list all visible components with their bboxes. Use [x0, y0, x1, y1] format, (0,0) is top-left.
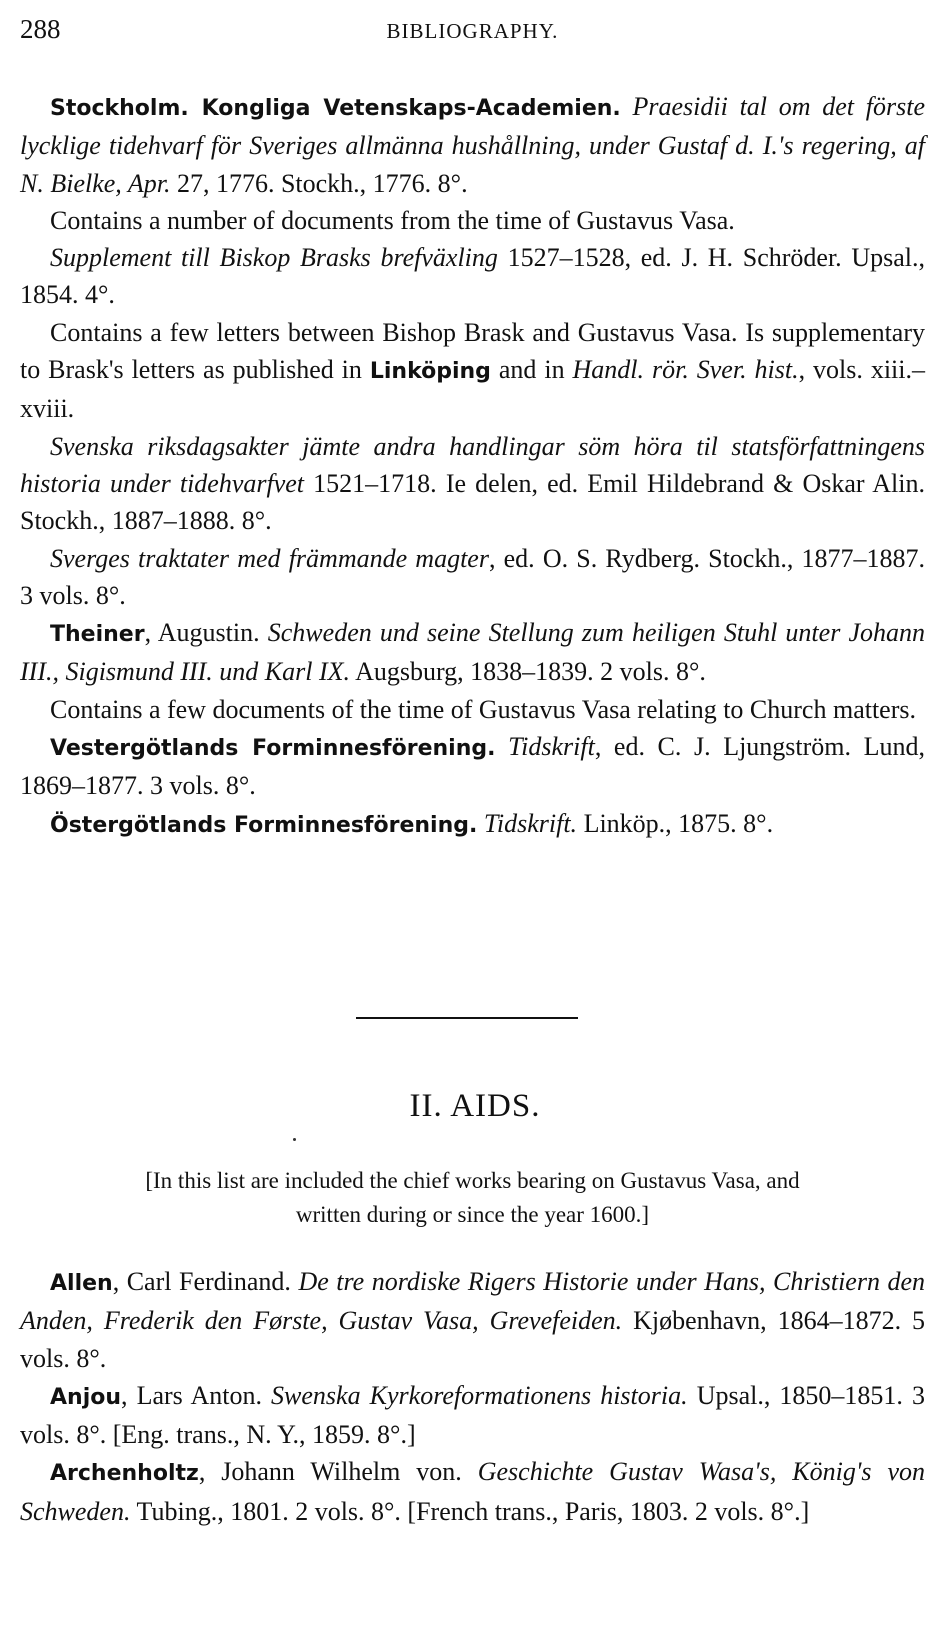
bibliography-entries — [20, 88, 925, 844]
running-title: BIBLIOGRAPHY. — [386, 19, 559, 43]
section-divider — [356, 1017, 578, 1019]
entry-allen: Allen, Carl Ferdinand. De tre nordiske Rigers Historie under Hans, Christiern den Anden, Frederik den Første, Gustav Vasa, Grevefeiden. Kjøbenhavn, 1864–1872. 5 vols. 8°. — [20, 1267, 926, 1373]
entry-archenholtz: Archenholtz, Johann Wilhelm von. Geschichte Gustav Wasa's, König's von Schweden. Tubing., 1801. 2 vols. 8°. [French trans., Paris, 1803. 2 vols. 8°.] — [20, 1457, 926, 1526]
entry-brask-supplement: Supplement till Biskop Brasks brefväxling 1527–1528, ed. J. H. Schröder. Upsal., 1854. 4°. — [20, 243, 925, 310]
entry-annotation: Contains a number of documents from the time of Gustavus Vasa. — [50, 205, 735, 235]
entry-annotation: Contains a few letters between Bishop Brask and Gustavus Vasa. Is supplementary to Brask's letters as published in Linköping and in Handl. rör. Sver. hist., vols. xiii.–xviii. — [20, 317, 925, 424]
entry-annotation: Contains a few documents of the time of Gustavus Vasa relating to Church matters. — [50, 694, 916, 724]
page-number: 288 — [20, 14, 61, 44]
entry-vestergotlands: Vestergötlands Forminnesförening. Tidskrift, ed. C. J. Ljungström. Lund, 1869–1877. 3 vols. 8°. — [20, 732, 926, 801]
aids-entries — [20, 1263, 925, 1530]
entry-stockholm-academy: Stockholm. Kongliga Vetenskaps-Academien. Praesidii tal om det förste lycklige tidehvarf för Sveriges allmänna hushållning, under Gustaf d. I.'s regering, af N. Bielke, Apr. 27, 1776. Stockh., 1776. 8°. — [20, 92, 925, 198]
page-header — [20, 14, 925, 54]
entry-traktater: Sverges traktater med främmande magter, ed. O. S. Rydberg. Stockh., 1877–1887. 3 vols. 8°. — [20, 543, 926, 610]
section-heading: II. AIDS. — [409, 1088, 541, 1124]
section-note: [In this list are included the chief works bearing on Gustavus Vasa, and written during or since the year 1600.] — [145, 1168, 800, 1227]
entry-ostergotlands: Östergötlands Forminnesförening. Tidskrift. Linköp., 1875. 8°. — [50, 808, 774, 838]
entry-anjou: Anjou, Lars Anton. Swenska Kyrkoreformationens historia. Upsal., 1850–1851. 3 vols. 8°. [Eng. trans., N. Y., 1859. 8°.] — [20, 1380, 926, 1450]
speck-mark — [293, 1138, 296, 1141]
entry-riksdagsakter: Svenska riksdagsakter jämte andra handlingar söm höra til statsförfattningens historia under tidehvarfvet 1521–1718. Ie delen, ed. Emil Hildebrand & Oskar Alin. Stockh., 1887–1888. 8°. — [20, 431, 925, 536]
entry-theiner: Theiner, Augustin. Schweden und seine Stellung zum heiligen Stuhl unter Johann III., Sigismund III. und Karl IX. Augsburg, 1838–1839. 2 vols. 8°. — [20, 618, 925, 687]
